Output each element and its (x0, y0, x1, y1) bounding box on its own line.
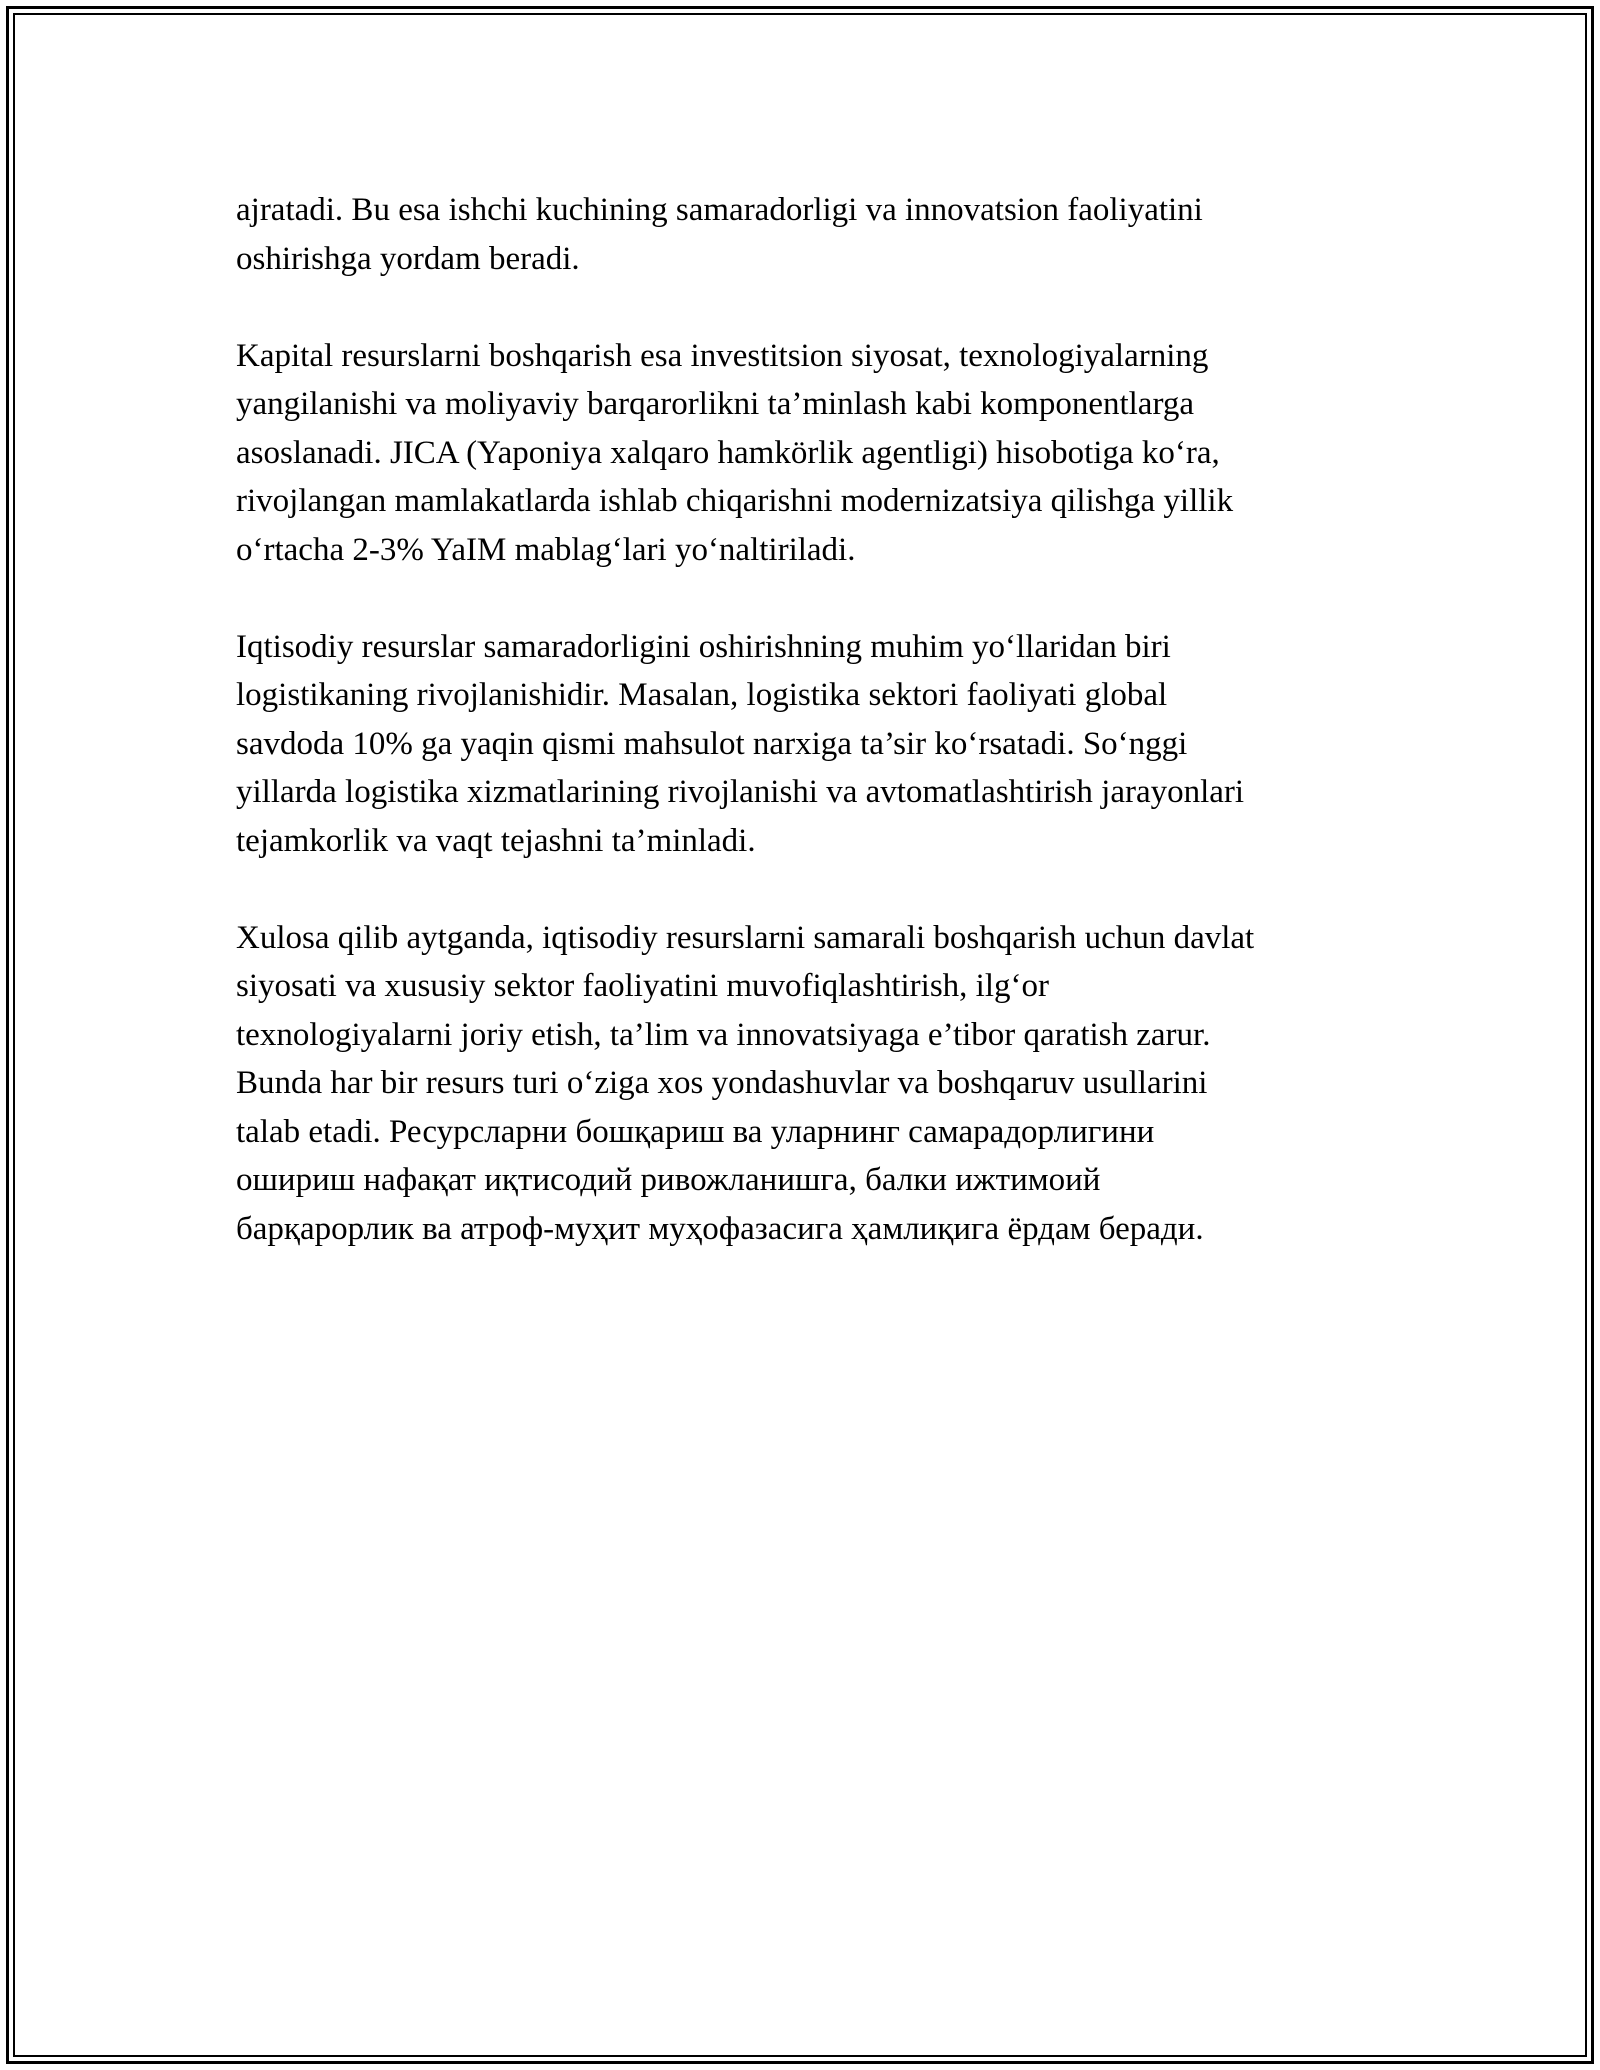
text-line: rivojlangan mamlakatlarda ishlab chiqarishni modernizatsiya qilishga yillik (236, 483, 1234, 519)
text-line: savdoda 10% ga yaqin qismi mahsulot narxiga ta’sir ko‘rsatadi. So‘nggi (236, 725, 1188, 762)
text-line: Iqtisodiy resurslar samaradorligini oshirishning muhim yo‘llaridan biri (236, 628, 1171, 665)
document-body (236, 186, 1396, 1302)
paragraph-2 (236, 332, 1396, 575)
text-line: asoslanadi. JICA (Yaponiya xalqaro hamkörlik agentligi) hisobotiga ko‘ra, (236, 434, 1220, 471)
paragraph-3 (236, 623, 1396, 866)
text-line: logistikaning rivojlanishidir. Masalan, logistika sektori faoliyati global (236, 677, 1168, 713)
text-line: yillarda logistika xizmatlarining rivojlanishi va avtomatlashtirish jarayonlari (236, 774, 1245, 810)
paragraph-4 (236, 914, 1396, 1254)
text-line: Kapital resurslarni boshqarish esa investitsion siyosat, texnologiyalarning (236, 337, 1209, 374)
text-line: tejamkorlik va vaqt tejashni ta’minladi. (236, 822, 756, 859)
text-line: oshirishga yordam beradi. (236, 240, 580, 277)
text-line: ajratadi. Bu esa ishchi kuchining samaradorligi va innovatsion faoliyatini (236, 192, 1203, 228)
text-line: o‘rtacha 2-3% YaIM mablag‘lari yo‘naltiriladi. (236, 531, 856, 568)
text-line: texnologiyalarni joriy etish, ta’lim va innovatsiyaga e’tibor qaratish zarur. (236, 1016, 1211, 1053)
text-line: ошириш нафақат иқтисодий ривожланишга, балки ижтимоий (236, 1162, 1101, 1198)
text-line: Xulosa qilib aytganda, iqtisodiy resurslarni samarali boshqarish uchun davlat (236, 919, 1255, 956)
text-line: Bunda har bir resurs turi o‘ziga xos yondashuvlar va boshqaruv usullarini (236, 1065, 1208, 1101)
text-line: siyosati va xususiy sektor faoliyatini muvofiqlashtirish, ilg‘or (236, 968, 1049, 1004)
text-line: talab etadi. Ресурсларни бошқариш ва уларнинг самарадорлигини (236, 1113, 1155, 1150)
text-line: барқарорлик ва атроф-муҳит муҳофазасига ҳамлиқига ёрдам беради. (236, 1210, 1204, 1247)
paragraph-1 (236, 186, 1396, 283)
text-line: yangilanishi va moliyaviy barqarorlikni ta’minlash kabi komponentlarga (236, 386, 1194, 422)
